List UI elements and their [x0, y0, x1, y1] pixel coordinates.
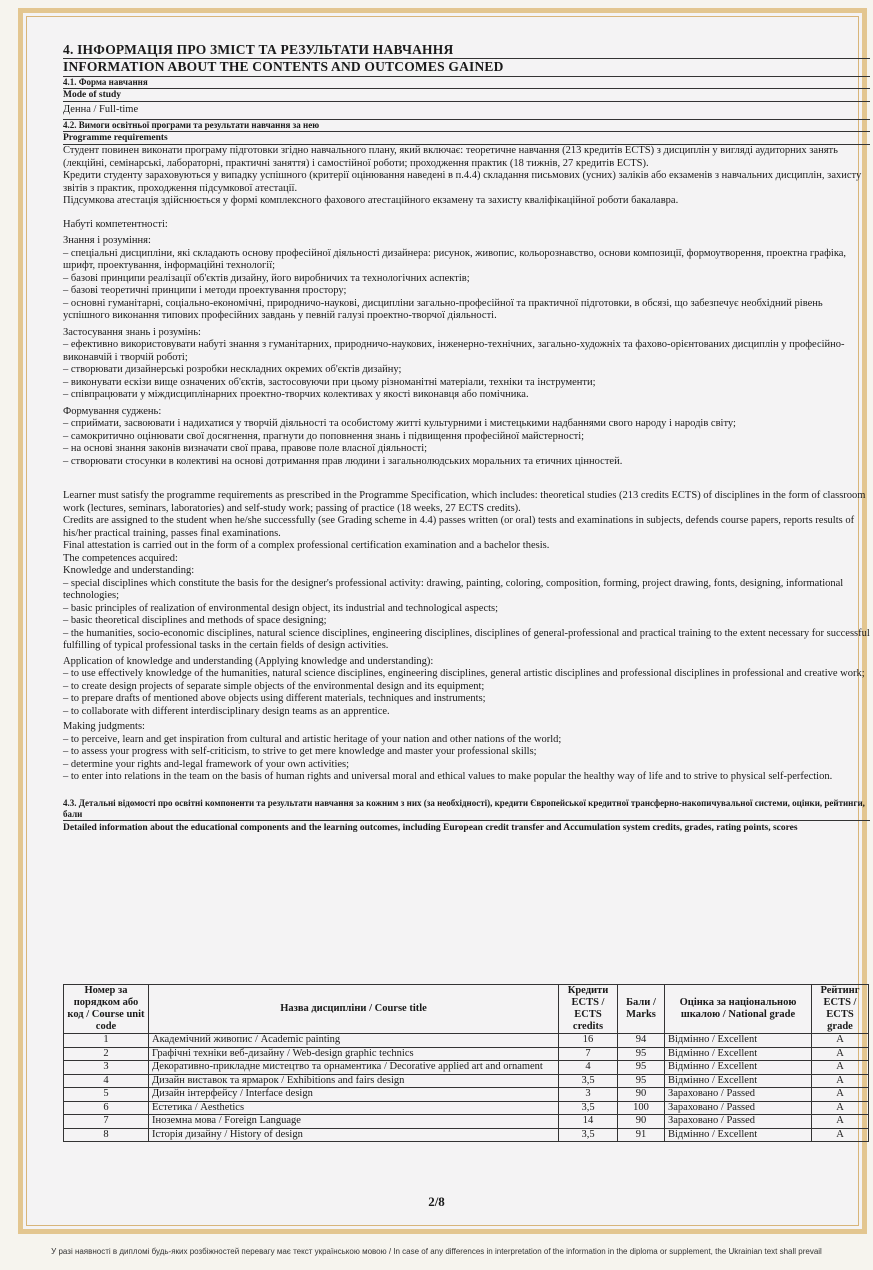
cell-grade: Зараховано / Passed — [665, 1088, 812, 1102]
cell-rating: A — [812, 1088, 869, 1102]
cell-grade: Відмінно / Excellent — [665, 1034, 812, 1048]
cell-rating: A — [812, 1047, 869, 1061]
list-item: – ефективно використовувати набуті знання з гуманітарних, природничо-наукових, інженерно-технічних, загально-художніх та фахово-орієнтованих дисциплін у професійно-виконавчій і творчій роботі; — [63, 339, 845, 363]
section-title-uk: 4. ІНФОРМАЦІЯ ПРО ЗМІСТ ТА РЕЗУЛЬТАТИ НАВЧАННЯ — [63, 42, 454, 57]
cell-grade: Відмінно / Excellent — [665, 1047, 812, 1061]
cell-grade: Відмінно / Excellent — [665, 1061, 812, 1075]
group-title: Making judgments: — [63, 721, 145, 732]
list-item: – спеціальні дисципліни, які складають основу професійної діяльності дизайнера: рисунок, живопис, кольорознавство, основи композиції, формоутворення, проектна графіка, шрифт, проектування, інформаційні технології; — [63, 247, 847, 271]
cell-marks: 91 — [618, 1128, 665, 1142]
table-row — [64, 1088, 869, 1102]
cell-title: Графічні техніки веб-дизайну / Web-design graphic technics — [149, 1047, 559, 1061]
list-item: – основні гуманітарні, соціально-економічні, природничо-наукові, дисципліни загально-професійної та практичної підготовки, в обсязі, що забезпечує необхідний рівень успішного виконання типових професійних завдань у певній галузі проектно-творчої діяльності. — [63, 297, 823, 321]
list-item: – basic theoretical disciplines and methods of space designing; — [63, 615, 327, 626]
en-group-application — [63, 656, 870, 719]
list-item: – basic principles of realization of environmental design object, its industrial and technological aspects; — [63, 602, 499, 614]
group-title: Application of knowledge and understanding (Applying knowledge and understanding): — [63, 655, 434, 667]
cell-credits: 3,5 — [559, 1128, 618, 1142]
cell-credits: 3,5 — [559, 1101, 618, 1115]
en-paragraph: Final attestation is carried out in the form of a complex professional certification examination and a bachelor thesis. — [63, 540, 550, 551]
cell-code: 7 — [64, 1115, 149, 1129]
uk-group-knowledge — [63, 235, 870, 323]
cell-credits: 16 — [559, 1034, 618, 1048]
uk-paragraph: Підсумкова атестація здійснюється у формі комплексного фахового атестаційного екзамену та захисту кваліфікаційної роботи бакалавра. — [63, 195, 679, 206]
courses-table — [63, 984, 869, 1142]
list-item: – базові принципи реалізації об'єктів дизайну, його виробничих та технологічних аспектів; — [63, 272, 470, 284]
header-title: Назва дисципліни / Course title — [149, 985, 559, 1034]
list-item: – виконувати ескізи вище означених об'єктів, застосовуючи при цьому різноманітні матеріали, техніки та інструменти; — [63, 376, 596, 388]
list-item: – to collaborate with different interdisciplinary design teams as an apprentice. — [63, 705, 390, 717]
en-group-knowledge — [63, 565, 870, 653]
cell-title: Дизайн інтерфейсу / Interface design — [149, 1088, 559, 1102]
header-credits: Кредити ECTS / ECTS credits — [559, 985, 618, 1034]
cell-code: 1 — [64, 1034, 149, 1048]
cell-rating: A — [812, 1061, 869, 1075]
group-title: Формування суджень: — [63, 405, 162, 417]
cell-rating: A — [812, 1034, 869, 1048]
cell-code: 5 — [64, 1088, 149, 1102]
cell-rating: A — [812, 1101, 869, 1115]
table-header-row — [64, 985, 869, 1034]
en-paragraph: Learner must satisfy the programme requirements as prescribed in the Programme Specification, which includes: theoretical studies (213 credits ECTS) of disciplines in the form of classroom work (lectures, seminars, laboratories) and self-study work; passing of practice (18 weeks, 27 ECTS credits). — [63, 490, 866, 514]
cell-code: 8 — [64, 1128, 149, 1142]
en-paragraph: Credits are assigned to the student when he/she successfully (see Grading scheme in 4.4) passes written (or oral) tests and examinations in subjects, defends course papers, reports results of his/her practical training, passes final examinations. — [63, 515, 855, 539]
cell-code: 3 — [64, 1061, 149, 1075]
cell-marks: 90 — [618, 1115, 665, 1129]
header-marks: Бали / Marks — [618, 985, 665, 1034]
uk-group-application — [63, 327, 870, 402]
cell-rating: A — [812, 1115, 869, 1129]
list-item: – to use effectively knowledge of the humanities, natural science disciplines, engineering disciplines, general artistic disciplines and professional disciplines in professional and creative work; — [63, 668, 865, 679]
section-title-en: INFORMATION ABOUT THE CONTENTS AND OUTCOMES GAINED — [63, 58, 870, 75]
list-item: – сприймати, засвоювати і надихатися у творчій діяльності та особистому житті культурними і мистецькими надбаннями свого народу і народів світу; — [63, 418, 736, 429]
mode-label-en: Mode of study — [63, 88, 870, 101]
group-title: Knowledge and understanding: — [63, 565, 195, 576]
cell-title: Естетика / Aesthetics — [149, 1101, 559, 1115]
group-title: Застосування знань і розумінь: — [63, 326, 201, 338]
document-content — [63, 42, 870, 834]
cell-title: Історія дизайну / History of design — [149, 1128, 559, 1142]
list-item: – співпрацювати у міждисциплінарних проектно-творчих колективах у якості виконавця або помічника. — [63, 389, 529, 400]
list-item: – to create design projects of separate simple objects of the environmental design and its equipment; — [63, 680, 485, 692]
header-code: Номер за порядком або код / Course unit code — [64, 985, 149, 1034]
list-item: – створювати дизайнерські розробки нескладних окремих об'єктів дизайну; — [63, 364, 402, 375]
list-item: – determine your rights and-legal framework of your own activities; — [63, 758, 350, 770]
en-group-judgments — [63, 721, 870, 784]
cell-title: Іноземна мова / Foreign Language — [149, 1115, 559, 1129]
cell-code: 2 — [64, 1047, 149, 1061]
cell-marks: 95 — [618, 1061, 665, 1075]
mode-label-uk: 4.1. Форма навчання — [63, 76, 870, 88]
table-row — [64, 1115, 869, 1129]
list-item: – to perceive, learn and get inspiration from cultural and artistic heritage of your nation and other nations of the world; — [63, 733, 562, 745]
table-row — [64, 1128, 869, 1142]
cell-title: Декоративно-прикладне мистецтво та орнаментика / Decorative applied art and ornament — [149, 1061, 559, 1075]
list-item: – special disciplines which constitute the basis for the designer's professional activity: drawing, painting, coloring, composition, forming, project drawing, fonts, designing, informational technologies; — [63, 577, 844, 601]
page-number: 2/8 — [428, 1194, 445, 1209]
cell-marks: 95 — [618, 1074, 665, 1088]
cell-title: Академічний живопис / Academic painting — [149, 1034, 559, 1048]
table-row — [64, 1061, 869, 1075]
table-row — [64, 1047, 869, 1061]
requirements-uk-block — [63, 145, 870, 468]
uk-paragraph: Кредити студенту зараховуються у випадку успішного (критерії оцінювання наведені в п.4.4) складання письмових (усних) заліків або екзаменів з навчальних дисциплін, захисту звітів з практик, проходження підсумкової атестації. — [63, 170, 862, 194]
cell-marks: 94 — [618, 1034, 665, 1048]
uk-group-judgments — [63, 406, 870, 469]
header-rating: Рейтинг ECTS / ECTS grade — [812, 985, 869, 1034]
list-item: – to enter into relations in the team on the basis of human rights and universal moral and ethical values to make popular the healthy way of life and to strive to physical self-perfection. — [63, 771, 833, 782]
cell-rating: A — [812, 1074, 869, 1088]
cell-code: 4 — [64, 1074, 149, 1088]
list-item: – самокритично оцінювати свої досягнення, прагнути до поповнення знань і підвищення професійної майстерності; — [63, 430, 585, 442]
details-label-en: Detailed information about the educational components and the learning outcomes, including European credit transfer and Accumulation system credits, grades, rating points, scores — [63, 822, 798, 833]
cell-credits: 4 — [559, 1061, 618, 1075]
list-item: – to prepare drafts of mentioned above objects using different materials, techniques and instruments; — [63, 693, 486, 704]
en-paragraph: The competences acquired: — [63, 552, 178, 564]
list-item: – базові теоретичні принципи і методи проектування простору; — [63, 285, 347, 296]
cell-grade: Відмінно / Excellent — [665, 1128, 812, 1142]
list-item: – на основі знання законів визначати свої права, правове поле власної діяльності; — [63, 443, 428, 454]
cell-title: Дизайн виставок та ярмарок / Exhibitions and fairs design — [149, 1074, 559, 1088]
table-row — [64, 1034, 869, 1048]
table-row — [64, 1101, 869, 1115]
list-item: – створювати стосунки в колективі на основі дотримання прав людини і загальнолюдських моральних та етичних цінностей. — [63, 455, 623, 467]
table-row — [64, 1074, 869, 1088]
footer-note: У разі наявності в дипломі будь-яких розбіжностей перевагу має текст українською мовою / In case of any differences in interpretation of the information in the diploma or supplement, the Ukrainian text shall prevail — [51, 1247, 822, 1256]
details-label-uk: 4.3. Детальні відомості про освітні компоненти та результати навчання за кожним з них (за необхідності), кредити Європейської кредитної трансферно-накопичувальної системи, оцінки, рейтинги, бали — [63, 798, 870, 821]
cell-marks: 100 — [618, 1101, 665, 1115]
list-item: – the humanities, socio-economic disciplines, natural science disciplines, engineering disciplines, disciplines of general-professional and practical training to the extent necessary for successful fulfilling of typical professional tasks in the certain fields of design activities. — [63, 627, 870, 651]
cell-credits: 3,5 — [559, 1074, 618, 1088]
header-grade: Оцінка за національною шкалою / National grade — [665, 985, 812, 1034]
uk-competences-title: Набуті компетентності: — [63, 218, 168, 230]
cell-marks: 90 — [618, 1088, 665, 1102]
cell-grade: Зараховано / Passed — [665, 1101, 812, 1115]
cell-grade: Зараховано / Passed — [665, 1115, 812, 1129]
mode-value: Денна / Full-time — [63, 101, 870, 117]
cell-credits: 3 — [559, 1088, 618, 1102]
uk-paragraph: Студент повинен виконати програму підготовки згідно навчального плану, який включає: теоретичне навчання (213 кредитів ECTS) з дисциплін у вигляді аудиторних занять (лекційні, семінарські, лабораторні, практичні заняття) і самостійної роботи; проходження практик (18 тижнів, 27 кредитів ECTS). — [63, 145, 838, 169]
requirements-en-block — [63, 490, 870, 784]
cell-grade: Відмінно / Excellent — [665, 1074, 812, 1088]
cell-code: 6 — [64, 1101, 149, 1115]
group-title: Знання і розуміння: — [63, 235, 151, 246]
cell-rating: A — [812, 1128, 869, 1142]
cell-marks: 95 — [618, 1047, 665, 1061]
cell-credits: 14 — [559, 1115, 618, 1129]
requirements-label-uk: 4.2. Вимоги освітньої програми та результати навчання за нею — [63, 119, 870, 131]
list-item: – to assess your progress with self-criticism, to strive to get mere knowledge and master your professional skills; — [63, 746, 537, 757]
cell-credits: 7 — [559, 1047, 618, 1061]
requirements-label-en: Programme requirements — [63, 131, 870, 145]
